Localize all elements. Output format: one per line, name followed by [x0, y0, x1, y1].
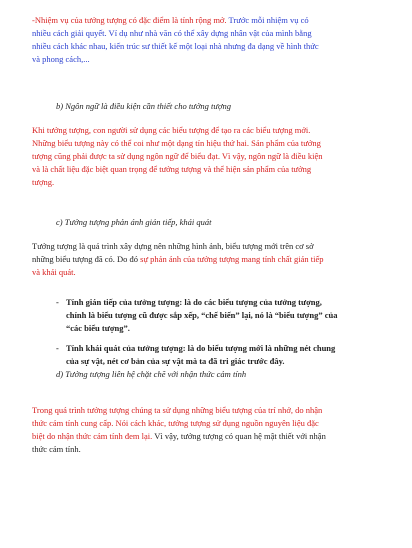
text-line: và là chất liệu đặc biệt quan trọng để tưởng tượng và thể hiện sản phẩm của tưởng	[32, 163, 312, 174]
text-line: và phong cách,...	[32, 53, 90, 64]
heading-d: d) Tưởng tượng liên hệ chặt chẽ với nhận thức cảm tính	[56, 369, 247, 379]
text-line	[56, 342, 412, 355]
black-text: những biểu tượng đã có. Do đó	[32, 253, 141, 264]
text-line: của sự vật, nét cơ bản của sự vật mà ta đã tri giác trước đây.	[66, 355, 285, 366]
paragraph-task-openness	[0, 14, 412, 66]
blue-text: Trước mỗi nhiệm vụ có	[226, 15, 309, 25]
heading-b: b) Ngôn ngữ là điều kiện cần thiết cho tưởng tượng	[56, 101, 232, 111]
text-line: Tưởng tượng là quá trình xây dựng nên những hình ảnh, biểu tượng mới trên cơ sở	[32, 241, 314, 251]
bullet-indirectness	[0, 296, 412, 335]
text-line: “các biểu tượng”.	[66, 322, 130, 333]
text-line: nhiều cách giải quyết. Ví dụ như nhà văn có thể xây dựng nhân vật của mình bằng	[32, 27, 312, 38]
paragraph-language	[0, 124, 412, 189]
text-line: Trong quá trình tưởng tượng chúng ta sử dụng những biểu tượng của trí nhớ, do nhận	[32, 405, 323, 415]
red-text: sự phản ánh của tưởng tượng mang tính chất gián tiếp	[140, 253, 324, 264]
bullet-text: Tính khái quát của tưởng tượng: là do biểu tượng mới là những nét chung	[66, 343, 336, 353]
red-text: -Nhiệm vụ của tưởng tượng có đặc điểm là tính rộng mở.	[32, 15, 227, 25]
text-line	[32, 253, 412, 266]
text-line: Những biểu tượng này có thể coi như một dạng tín hiệu thứ hai. Sản phẩm của tưởng	[32, 137, 321, 148]
paragraph-sensory-cognition	[0, 404, 412, 456]
text-line: thức cảm tính.	[32, 443, 81, 454]
bullet-text: Tính gián tiếp của tưởng tượng: là do các biểu tượng của tưởng tượng,	[66, 297, 322, 307]
text-line: tượng cũng phải được ta sử dụng ngôn ngữ để biểu đạt. Vì vậy, ngôn ngữ là điều kiện	[32, 150, 323, 161]
bullet-dash: -	[56, 297, 59, 307]
text-line: chính là biểu tượng cũ được sắp xếp, “chế biến” lại, nó là “biểu tượng” của	[66, 309, 338, 320]
bullet-generality	[0, 342, 412, 368]
text-line: nhiều cách khác nhau, kiến trúc sư thiết kế một loại nhà nhưng đa dạng về hình thức	[32, 40, 319, 51]
text-line: thức cảm tính cung cấp. Nói cách khác, tưởng tượng sử dụng nguồn nguyên liệu đặc	[32, 417, 319, 428]
text-line: Khi tưởng tượng, con người sử dụng các biểu tượng để tạo ra các biểu tượng mới.	[32, 125, 311, 135]
heading-c: c) Tưởng tượng phản ánh gián tiếp, khái quát	[56, 217, 212, 227]
paragraph-indirect-reflection	[0, 240, 412, 279]
text-line	[56, 296, 412, 309]
text-line	[32, 430, 412, 443]
text-line	[32, 14, 412, 27]
red-text: biệt do nhận thức cảm tính đem lại.	[32, 430, 153, 441]
text-line: và khái quát.	[32, 266, 76, 277]
black-text: Vì vậy, tưởng tượng có quan hệ mật thiết với nhận	[152, 430, 326, 441]
text-line: tượng.	[32, 176, 55, 187]
bullet-dash: -	[56, 343, 59, 353]
